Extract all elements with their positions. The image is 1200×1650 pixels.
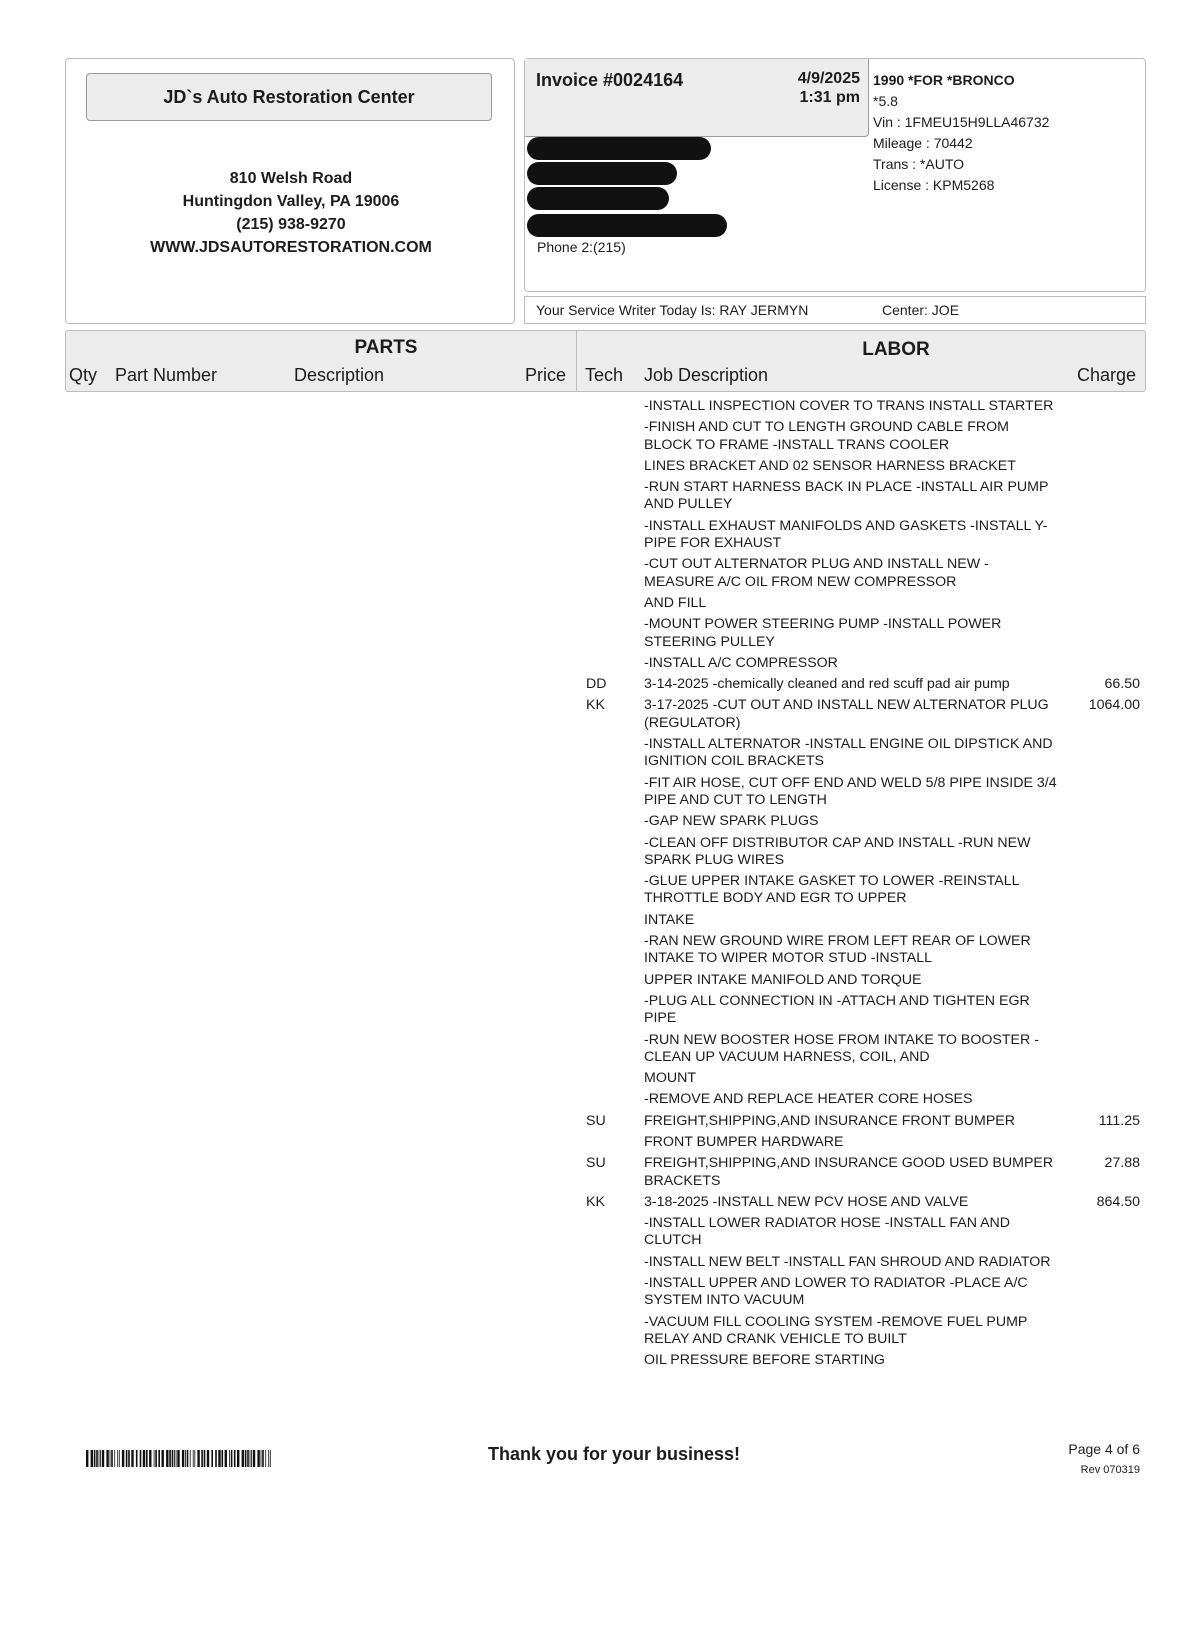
labor-row: [578, 1194, 1148, 1211]
labor-description: FRONT BUMPER HARDWARE: [644, 1133, 844, 1150]
labor-description: -RUN START HARNESS BACK IN PLACE -INSTALL AIR PUMP AND PULLEY: [644, 479, 1049, 513]
labor-description: 3-17-2025 -CUT OUT AND INSTALL NEW ALTERNATOR PLUG (REGULATOR): [644, 697, 1049, 731]
labor-row: [578, 775, 1148, 810]
parts-title: PARTS: [354, 337, 418, 358]
labor-row: [578, 655, 1148, 672]
labor-row: [578, 479, 1148, 514]
labor-description: OIL PRESSURE BEFORE STARTING: [644, 1352, 885, 1369]
labor-row: [578, 1113, 1148, 1130]
labor-row: [578, 933, 1148, 968]
labor-row: [578, 873, 1148, 908]
labor-charge: 1064.00: [1088, 697, 1140, 714]
shop-name: JD`s Auto Restoration Center: [86, 73, 492, 121]
service-writer: Your Service Writer Today Is: RAY JERMYN: [536, 302, 809, 318]
revision-code: Rev 070319: [1080, 1464, 1140, 1476]
col-tech: Tech: [585, 365, 624, 385]
labor-row: [578, 1352, 1148, 1369]
labor-items: [578, 398, 1148, 1374]
labor-description: -GAP NEW SPARK PLUGS: [644, 813, 819, 830]
labor-description: -INSTALL LOWER RADIATOR HOSE -INSTALL FAN AND CLUTCH: [644, 1215, 1011, 1249]
labor-description: -INSTALL UPPER AND LOWER TO RADIATOR -PLACE A/C SYSTEM INTO VACUUM: [644, 1275, 1028, 1309]
labor-row: [578, 1254, 1148, 1271]
redaction-bar: [527, 137, 711, 160]
labor-description: -FINISH AND CUT TO LENGTH GROUND CABLE FROM BLOCK TO FRAME -INSTALL TRANS COOLER: [644, 419, 1009, 453]
labor-description: -RAN NEW GROUND WIRE FROM LEFT REAR OF LOWER INTAKE TO WIPER MOTOR STUD -INSTALL: [644, 933, 1031, 967]
redaction-bar: [527, 214, 727, 237]
labor-description: 3-18-2025 -INSTALL NEW PCV HOSE AND VALVE: [644, 1193, 969, 1210]
labor-row: [578, 912, 1148, 929]
labor-row: [578, 1091, 1148, 1108]
column-header-bar: [65, 330, 1146, 392]
labor-description: -CLEAN OFF DISTRIBUTOR CAP AND INSTALL -RUN NEW SPARK PLUG WIRES: [644, 834, 1031, 868]
labor-row: [578, 1215, 1148, 1250]
labor-row: [578, 697, 1148, 732]
shop-info-box: [65, 58, 515, 324]
labor-description: -FIT AIR HOSE, CUT OFF END AND WELD 5/8 PIPE INSIDE 3/4 PIPE AND CUT TO LENGTH: [644, 774, 1057, 808]
invoice-box: [524, 58, 1146, 292]
labor-row: [578, 813, 1148, 830]
labor-row: [578, 1275, 1148, 1310]
labor-tech: SU: [586, 1112, 606, 1129]
labor-row: [578, 398, 1148, 415]
service-writer-box: [524, 296, 1146, 324]
labor-row: [578, 1070, 1148, 1087]
labor-row: [578, 1155, 1148, 1190]
labor-description: -INSTALL A/C COMPRESSOR: [644, 654, 838, 671]
labor-description: -PLUG ALL CONNECTION IN -ATTACH AND TIGHTEN EGR PIPE: [644, 992, 1030, 1027]
labor-description: FREIGHT,SHIPPING,AND INSURANCE GOOD USED BUMPER BRACKETS: [644, 1155, 1054, 1189]
redaction-bar: [527, 162, 677, 185]
labor-description: -RUN NEW BOOSTER HOSE FROM INTAKE TO BOOSTER -CLEAN UP VACUUM HARNESS, COIL, AND: [644, 1031, 1039, 1065]
labor-row: [578, 1314, 1148, 1349]
labor-tech: DD: [586, 676, 607, 693]
vehicle-mileage: Mileage : 70442: [873, 135, 973, 151]
labor-description: -INSTALL INSPECTION COVER TO TRANS INSTALL STARTER: [644, 398, 1054, 414]
labor-description: -INSTALL ALTERNATOR -INSTALL ENGINE OIL DIPSTICK AND IGNITION COIL BRACKETS: [644, 736, 1053, 770]
labor-description: -REMOVE AND REPLACE HEATER CORE HOSES: [644, 1091, 973, 1108]
shop-address-block: [66, 167, 516, 259]
shop-website: WWW.JDSAUTORESTORATION.COM: [150, 239, 432, 256]
labor-row: [578, 972, 1148, 989]
invoice-datetime: [798, 69, 860, 107]
labor-description: 3-14-2025 -chemically cleaned and red scuff pad air pump: [644, 676, 1010, 693]
labor-description: -GLUE UPPER INTAKE GASKET TO LOWER -REINSTALL THROTTLE BODY AND EGR TO UPPER: [644, 873, 1020, 907]
labor-tech: KK: [586, 697, 605, 714]
labor-description: -CUT OUT ALTERNATOR PLUG AND INSTALL NEW -MEASURE A/C OIL FROM NEW COMPRESSOR: [644, 556, 989, 590]
labor-row: [578, 595, 1148, 612]
labor-charge: 66.50: [1104, 676, 1140, 693]
labor-row: [578, 616, 1148, 651]
labor-title: LABOR: [862, 339, 930, 360]
col-description: Description: [294, 365, 385, 385]
thank-you-text: Thank you for your business!: [488, 1444, 741, 1464]
labor-description: LINES BRACKET AND 02 SENSOR HARNESS BRACKET: [644, 457, 1016, 474]
shop-street: 810 Welsh Road: [229, 170, 353, 187]
vehicle-trans: Trans : *AUTO: [873, 156, 965, 172]
labor-row: [578, 835, 1148, 870]
service-center: Center: JOE: [882, 302, 960, 318]
col-job-description: Job Description: [644, 365, 769, 385]
labor-description: -INSTALL NEW BELT -INSTALL FAN SHROUD AND RADIATOR: [644, 1253, 1051, 1270]
labor-description: -MOUNT POWER STEERING PUMP -INSTALL POWER STEERING PULLEY: [644, 616, 1002, 650]
parts-labor-divider: [576, 331, 577, 391]
labor-row: [578, 518, 1148, 553]
page-number: Page 4 of 6: [1068, 1441, 1140, 1457]
labor-row: [578, 419, 1148, 454]
invoice-time: 1:31 pm: [799, 89, 860, 106]
labor-row: [578, 993, 1148, 1028]
labor-description: MOUNT: [644, 1070, 697, 1087]
labor-description: -INSTALL EXHAUST MANIFOLDS AND GASKETS -INSTALL Y-PIPE FOR EXHAUST: [644, 517, 1048, 552]
labor-charge: 111.25: [1098, 1112, 1140, 1129]
labor-description: AND FILL: [644, 594, 707, 611]
col-part-number: Part Number: [115, 365, 218, 385]
invoice-date: 4/9/2025: [797, 70, 860, 87]
vehicle-license: License : KPM5268: [873, 177, 995, 193]
invoice-number: Invoice #0024164: [536, 70, 684, 90]
shop-phone: (215) 938-9270: [236, 216, 346, 233]
labor-charge: 864.50: [1096, 1193, 1140, 1210]
labor-description: UPPER INTAKE MANIFOLD AND TORQUE: [644, 971, 922, 988]
col-charge: Charge: [1077, 365, 1137, 385]
redaction-bar: [527, 187, 669, 210]
labor-description: -VACUUM FILL COOLING SYSTEM -REMOVE FUEL PUMP RELAY AND CRANK VEHICLE TO BUILT: [644, 1313, 1028, 1347]
labor-charge: 27.88: [1104, 1155, 1140, 1172]
col-price: Price: [525, 365, 567, 385]
labor-row: [578, 1134, 1148, 1151]
labor-tech: SU: [586, 1155, 606, 1172]
vehicle-vin: Vin : 1FMEU15H9LLA46732: [873, 114, 1050, 130]
barcode: [86, 1450, 274, 1467]
labor-row: [578, 556, 1148, 591]
labor-row: [578, 458, 1148, 475]
vehicle-info: [873, 70, 1049, 196]
labor-tech: KK: [586, 1193, 605, 1210]
customer-phone2: Phone 2:(215): [537, 239, 626, 255]
vehicle-year-model: 1990 *FOR *BRONCO: [873, 72, 1015, 88]
shop-city: Huntingdon Valley, PA 19006: [182, 193, 400, 210]
labor-row: [578, 1032, 1148, 1067]
col-qty: Qty: [69, 365, 98, 385]
labor-row: [578, 676, 1148, 693]
labor-row: [578, 736, 1148, 771]
vehicle-engine: *5.8: [873, 93, 898, 109]
invoice-header: [525, 59, 869, 137]
labor-description: FREIGHT,SHIPPING,AND INSURANCE FRONT BUMPER: [644, 1112, 1016, 1129]
labor-description: INTAKE: [644, 911, 695, 928]
